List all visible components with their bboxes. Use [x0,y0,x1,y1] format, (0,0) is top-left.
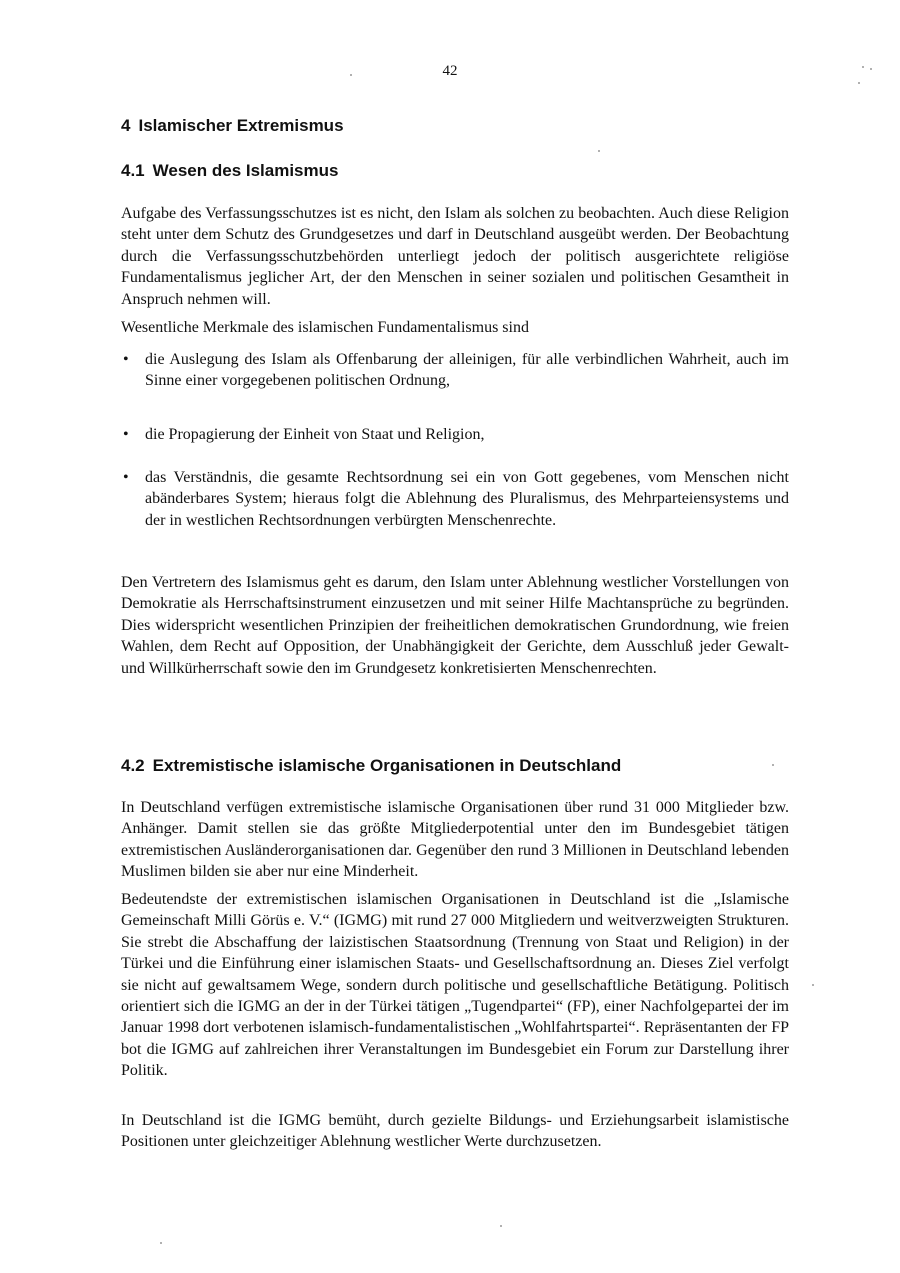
section-title: Wesen des Islamismus [152,161,339,180]
merkmale-list [121,467,789,531]
paragraph-islamismus-ziele: Den Vertretern des Islamismus geht es darum, den Islam unter Ablehnung westlicher Vorstellungen von Demokratie als Herrschaftsinstrument einzusetzen und mit seiner Hilfe Machtansprüche zu begründen. Dies widerspricht wesentlichen Prinzipien der freiheitlichen demokratischen Grundordnung, wie freien Wahlen, dem Recht auf Opposition, der Unabhängigkeit der Gerichte, dem Ausschluß jeder Gewalt- und Willkürherrschaft sowie den im Grundgesetz konkretisierten Menschenrechten. [121,574,789,677]
paragraph-igmg: Bedeutendste der extremistischen islamischen Organisationen in Deutschland ist die „Islamische Gemeinschaft Milli Görüs e. V.“ (IGMG) mit rund 27 000 Mitgliedern und weitverzweigten Strukturen. Sie strebt die Abschaffung der laizistischen Staatsordnung (Trennung von Staat und Religion) in der Türkei und die Einführung einer islamischen Staats- und Gesellschaftsordnung an. Dieses Ziel verfolgt sie nicht auf gewaltsamem Wege, sondern durch politische und gesellschaftliche Betätigung. Politisch orientiert sich die IGMG an der in der Türkei tätigen „Tugendpartei“ (FP), einer Nachfolgepartei der im Januar 1998 dort verbotenen islamisch-fundamentalistischen „Wohlfahrtspartei“. Repräsentanten der FP bot die IGMG auf zahlreichen ihrer Veranstaltungen im Bundesgebiet ein Forum zur Darstellung ihrer Politik. [121,891,789,1080]
merkmale-list [121,349,789,392]
scan-speck [772,764,774,766]
list-item: • die Auslegung des Islam als Offenbarung der alleinigen, für alle verbindlichen Wahrheit, auch im Sinne einer vorgegebenen politischen Ordnung, [121,349,789,392]
scan-speck [160,1242,162,1244]
section-heading-4-1 [121,161,338,181]
scan-speck [598,150,600,152]
merkmale-list [121,424,789,445]
scan-speck [350,74,352,76]
paragraph-verfassungsschutz: Aufgabe des Verfassungsschutzes ist es nicht, den Islam als solchen zu beobachten. Auch diese Religion steht unter dem Schutz des Grundgesetzes und darf in Deutschland ausgeübt werden. Der Beobachtung durch die Verfassungsschutzbehörden unterliegt jedoch der politisch ausgerichtete religiöse Fundamentalismus jeglicher Art, der den Menschen in seiner sozialen und politischen Gesamtheit in Anspruch nehmen will. [121,205,789,308]
section-number: 4.1 [121,161,145,180]
chapter-number: 4 [121,116,131,135]
section-title: Extremistische islamische Organisationen in Deutschland [152,756,622,775]
paragraph-merkmale-intro: Wesentliche Merkmale des islamischen Fundamentalismus sind [121,319,529,336]
section-heading-4-2 [121,756,621,776]
page-number: 42 [442,63,458,79]
scan-speck [862,66,864,68]
scan-speck [870,68,872,70]
chapter-heading [121,116,344,136]
list-item: • die Propagierung der Einheit von Staat und Religion, [121,424,789,445]
scan-speck [500,1225,502,1227]
scan-speck [812,984,814,986]
scan-speck [858,82,860,84]
paragraph-mitglieder: In Deutschland verfügen extremistische islamische Organisationen über rund 31 000 Mitglieder bzw. Anhänger. Damit stellen sie das größte Mitgliederpotential unter den im Bundesgebiet tätigen extremistischen Ausländerorganisationen dar. Gegenüber den rund 3 Millionen in Deutschland lebenden Muslimen bilden sie aber nur eine Minderheit. [121,799,789,881]
paragraph-igmg-bildung: In Deutschland ist die IGMG bemüht, durch gezielte Bildungs- und Erziehungsarbeit islamistische Positionen unter gleichzeitiger Ablehnung westlicher Werte durchzusetzen. [121,1112,789,1151]
chapter-title: Islamischer Extremismus [138,116,344,135]
list-item: • das Verständnis, die gesamte Rechtsordnung sei ein von Gott gegebenes, vom Menschen nicht abänderbares System; hieraus folgt die Ablehnung des Pluralismus, des Mehrparteiensystems und der in westlichen Rechtsordnungen verbürgten Menschenrechte. [121,467,789,531]
section-number: 4.2 [121,756,145,775]
